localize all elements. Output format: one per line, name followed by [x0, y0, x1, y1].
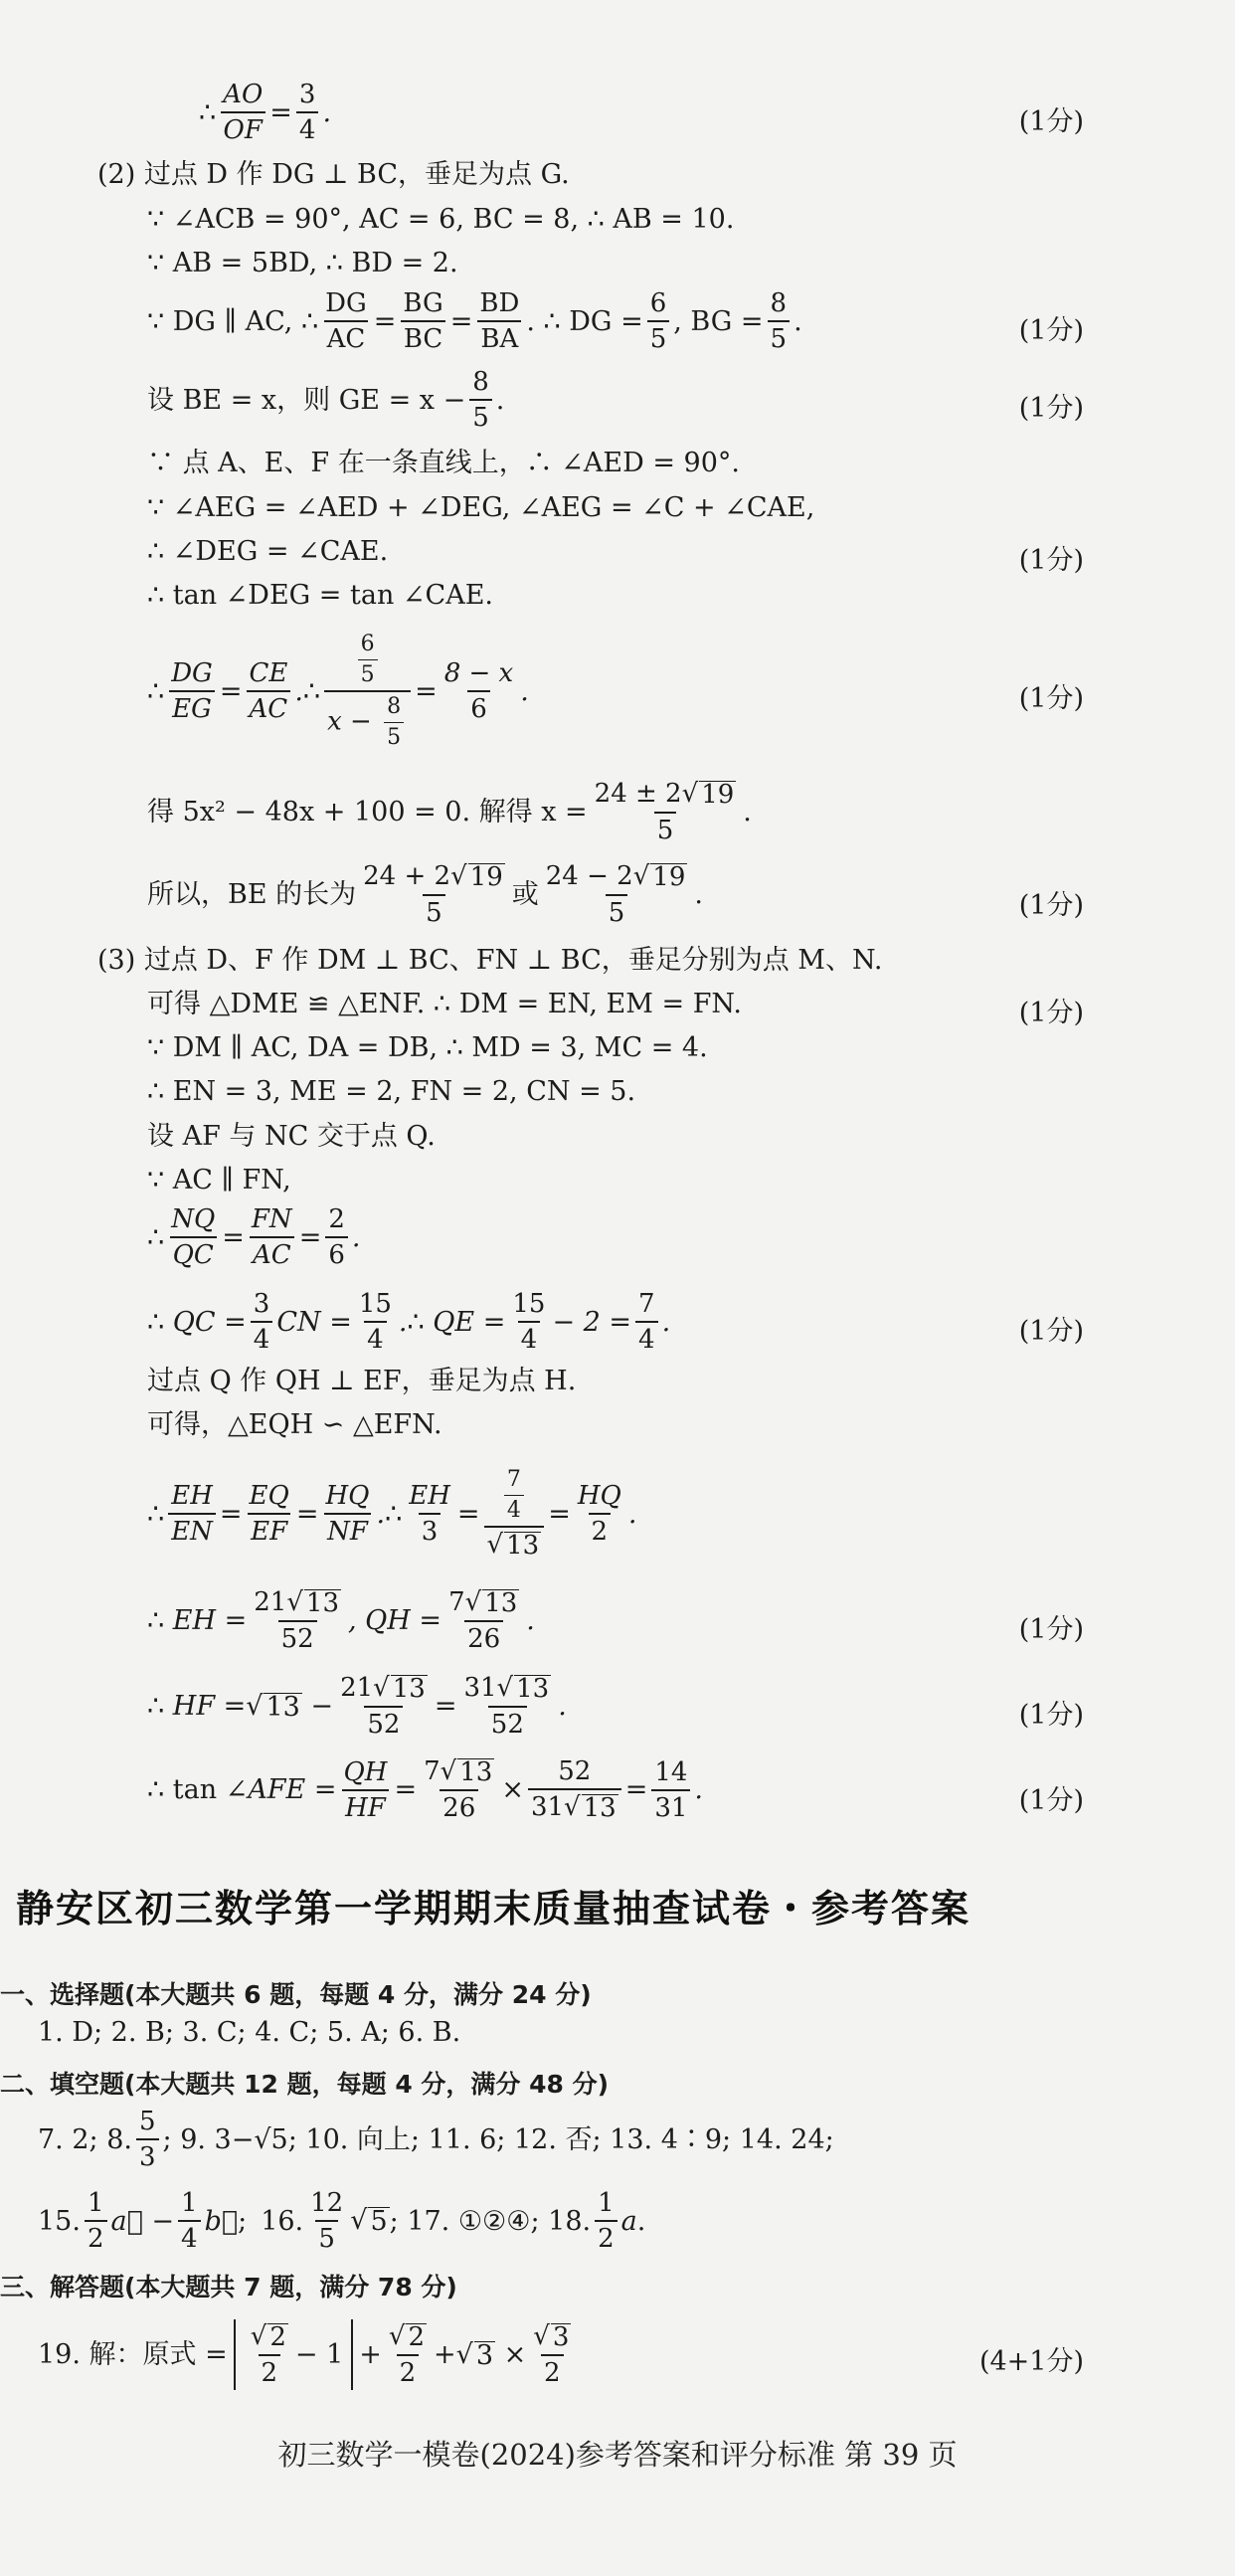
q2-line: ∵ AB = 5BD, ∴ BD = 2. — [147, 248, 458, 278]
q2-line: ∵ 点 A、E、F 在一条直线上，∴ ∠AED = 90°. — [147, 448, 740, 478]
text: ∵ DG ∥ AC, ∴ — [147, 305, 319, 337]
answer-key-title: 静安区初三数学第一学期期末质量抽查试卷・参考答案 — [16, 1887, 971, 1931]
score: (1分) — [1018, 998, 1084, 1028]
score: (1分) — [1018, 1316, 1084, 1347]
score: (1分) — [1018, 683, 1084, 714]
q3-line-nq: ∴ $\frac{NQ}{QC}$ = $\frac{FN}{AC}$ = $\frac{2}{6}$ . — [147, 1204, 361, 1270]
text: 15. — [38, 2205, 81, 2237]
text: . ∴ DG = — [526, 305, 643, 337]
q2-line: ∵ ∠ACB = 90°, AC = 6, BC = 8, ∴ AB = 10. — [147, 204, 735, 235]
q2-line: ∵ ∠AEG = ∠AED + ∠DEG, ∠AEG = ∠C + ∠CAE, — [147, 492, 815, 523]
text: 或 — [511, 879, 539, 910]
text: 16. — [261, 2205, 304, 2237]
score: (1分) — [1018, 106, 1084, 137]
score: (1分) — [1018, 545, 1084, 576]
line-ao-of: ∴ $\frac{AO}{OF}$ = $\frac{3}{4}$ . — [199, 80, 332, 145]
text: 7. 2; 8. — [38, 2123, 132, 2155]
fill-answers-row1: 7. 2; 8. $\frac{5}{3}$ ; 9. 3−√5; 10. 向上; 11. 6; 12. 否; 13. 4∶9; 14. 24; — [38, 2107, 834, 2172]
section-solve-heading: 三、解答题(本大题共 7 题，满分 78 分) — [0, 2273, 457, 2301]
q3-line-eh-val: ∴ EH = 21 √ 13 52 , QH = 7 √ 13 26 . — [147, 1587, 535, 1654]
text: 19. 解：原式 = — [38, 2339, 228, 2370]
q2-line-be: 设 BE = x，则 GE = x − $\frac{8}{5}$ . — [147, 367, 505, 433]
q3-intro: (3) 过点 D、F 作 DM ⊥ BC、FN ⊥ BC，垂足分别为点 M、N. — [97, 945, 883, 976]
q3-line-tan: ∴ tan ∠ AFE = $\frac{QH}{HF}$ = 7 √ 13 26 × 52 31 √ 13 = $\frac{14}{31}$ . — [147, 1756, 704, 1823]
q3-line-eh: ∴ $\frac{EH}{EN}$ = $\frac{EQ}{EF}$ = $\frac{HQ}{NF}$ . ∴ $\frac{EH}{3}$ = $\frac{7}{4}$ √ 13 = $\frac{HQ}{2}$ . — [147, 1467, 637, 1561]
q2-line-ratio: ∵ DG ∥ AC, ∴ $\frac{DG}{AC}$ = $\frac{BG}{BC}$ = $\frac{BD}{BA}$ . ∴ DG = $\frac{6}{5}$ , BG = $\frac{8}{5}$ . — [147, 288, 802, 354]
q2-line: ∴ ∠DEG = ∠CAE. — [147, 536, 389, 567]
score: (1分) — [1018, 1700, 1084, 1731]
score: (1分) — [1018, 315, 1084, 346]
text: , BG = — [673, 305, 764, 337]
q3-line: ∴ EN = 3, ME = 2, FN = 2, CN = 5. — [147, 1076, 636, 1107]
q19-line: 19. 解：原式 = √ 2 2 − 1 + √ 2 2 + √ 3 × √ 3 2 — [38, 2321, 570, 2388]
q3-line: 设 AF 与 NC 交于点 Q. — [147, 1121, 436, 1152]
q2-line-answer: 所以，BE 的长为 24 + 2 √ 19 5 或 24 − 2 √ 19 5 . — [147, 861, 703, 928]
q2-intro: (2) 过点 D 作 DG ⊥ BC，垂足为点 G. — [97, 159, 570, 190]
text: 设 BE = x，则 GE = x − — [147, 384, 466, 416]
q3-line: 可得 △DME ≌ △ENF. ∴ DM = EN, EM = FN. — [147, 989, 742, 1019]
page-footer: 初三数学一模卷(2024)参考答案和评分标准 第 39 页 — [277, 2438, 958, 2472]
q3-line: 过点 Q 作 QH ⊥ EF，垂足为点 H. — [147, 1366, 577, 1396]
q3-line: 可得，△EQH ∽ △EFN. — [147, 1409, 442, 1440]
score: (1分) — [1018, 1614, 1084, 1645]
q3-line-hf: ∴ HF = √ 13 − 21 √ 13 52 = 31 √ 13 52 . — [147, 1673, 567, 1740]
q3-line-qc: ∴ QC = $\frac{3}{4}$ CN = $\frac{15}{4}$ . ∴ QE = $\frac{15}{4}$ − 2 = $\frac{7}{4}$ . — [147, 1289, 671, 1355]
q3-line: ∵ DM ∥ AC, DA = DB, ∴ MD = 3, MC = 4. — [147, 1032, 708, 1063]
text: ; 17. ①②④; 18. — [389, 2205, 592, 2237]
fill-answers-row2: 15. $\frac{1}{2}$ a⃗ − $\frac{1}{4}$ b⃗ ; 16. $\frac{12}{5}$ √ 5 ; 17. ①②④; 18. $\frac{1}{2}$ a . — [38, 2188, 646, 2254]
q2-line-equation: ∴ $\frac{DG}{EG}$ = $\frac{CE}{AC}$ . ∴ $\frac{6}{5}$ x − $\frac{8}{5}$ = $\frac{8 - x}{6}$ . — [147, 632, 529, 750]
q3-line: ∵ AC ∥ FN, — [147, 1165, 291, 1196]
text: ; 9. 3−√5; 10. 向上; 11. 6; 12. 否; 13. 4∶9; 14. 24; — [162, 2123, 834, 2155]
score: (4+1分) — [978, 2346, 1084, 2377]
score: (1分) — [1018, 890, 1084, 921]
score: (1分) — [1018, 1785, 1084, 1816]
text: 得 5x² − 48x + 100 = 0. 解得 x = — [147, 797, 588, 828]
choice-answers: 1. D; 2. B; 3. C; 4. C; 5. A; 6. B. — [38, 2017, 461, 2048]
section-fill-heading: 二、填空题(本大题共 12 题，每题 4 分，满分 48 分) — [0, 2070, 610, 2099]
q2-line: ∴ tan ∠DEG = tan ∠CAE. — [147, 580, 494, 611]
score: (1分) — [1018, 393, 1084, 424]
q2-line-solve: 得 5x² − 48x + 100 = 0. 解得 x = 24 ± 2 √ 19 5 . — [147, 779, 752, 845]
text: 所以，BE 的长为 — [147, 879, 357, 910]
section-choice-heading: 一、选择题(本大题共 6 题，每题 4 分，满分 24 分) — [0, 1980, 592, 2009]
